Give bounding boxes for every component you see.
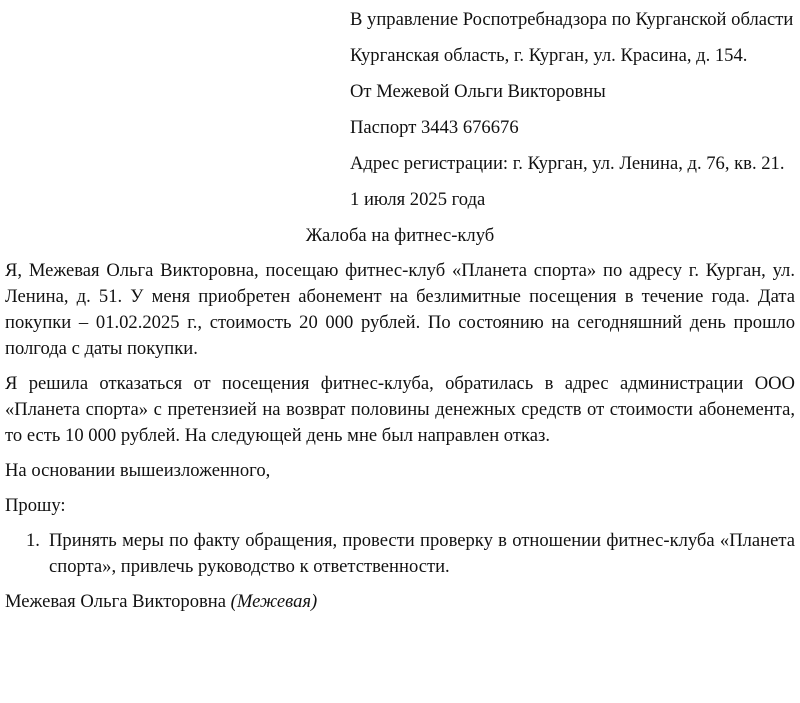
document-title: Жалоба на фитнес-клуб bbox=[305, 225, 495, 246]
passport: Паспорт 3443 676676 bbox=[350, 117, 519, 138]
signature: (Межевая) bbox=[230, 591, 318, 612]
list-item bbox=[5, 528, 795, 580]
request-list bbox=[5, 528, 795, 580]
body-paragraph-1: Я, Межевая Ольга Викторовна, посещаю фитнес-клуб «Планета спорта» по адресу г. Курган, ул. Ленина, д. 51. У меня приобретен абонемент на безлимитные посещения в течение года. Дата покупки – 01.02.2025 г., стоимость 20 000 рублей. По состоянию на сегодняшний день прошло полгода с даты покупки. bbox=[5, 260, 795, 359]
document-date: 1 июля 2025 года bbox=[350, 189, 486, 210]
basis-line: На основании вышеизложенного, bbox=[5, 460, 271, 481]
body-paragraph-2: Я решила отказаться от посещения фитнес-клуба, обратилась в адрес администрации ООО «Планета спорта» с претензией на возврат половины денежных средств от стоимости абонемента, то есть 10 000 рублей. На следующей день мне был направлен отказ. bbox=[5, 373, 795, 446]
request-heading: Прошу: bbox=[5, 495, 66, 516]
document-header bbox=[350, 7, 796, 213]
document-body bbox=[5, 258, 795, 519]
list-item-text: Принять меры по факту обращения, провести проверку в отношении фитнес-клуба «Планета спорта», привлечь руководство к ответственности. bbox=[49, 530, 795, 577]
signer-name: Межевая Ольга Викторовна bbox=[5, 591, 226, 612]
signature-line bbox=[5, 589, 795, 615]
complaint-document bbox=[5, 7, 795, 615]
sender: От Межевой Ольги Викторовны bbox=[350, 81, 606, 102]
recipient-address: Курганская область, г. Курган, ул. Красина, д. 154. bbox=[350, 45, 748, 66]
list-item-number: 1. bbox=[26, 530, 40, 551]
registration-address: Адрес регистрации: г. Курган, ул. Ленина, д. 76, кв. 21. bbox=[350, 153, 785, 174]
recipient: В управление Роспотребнадзора по Курганской области bbox=[350, 9, 794, 30]
